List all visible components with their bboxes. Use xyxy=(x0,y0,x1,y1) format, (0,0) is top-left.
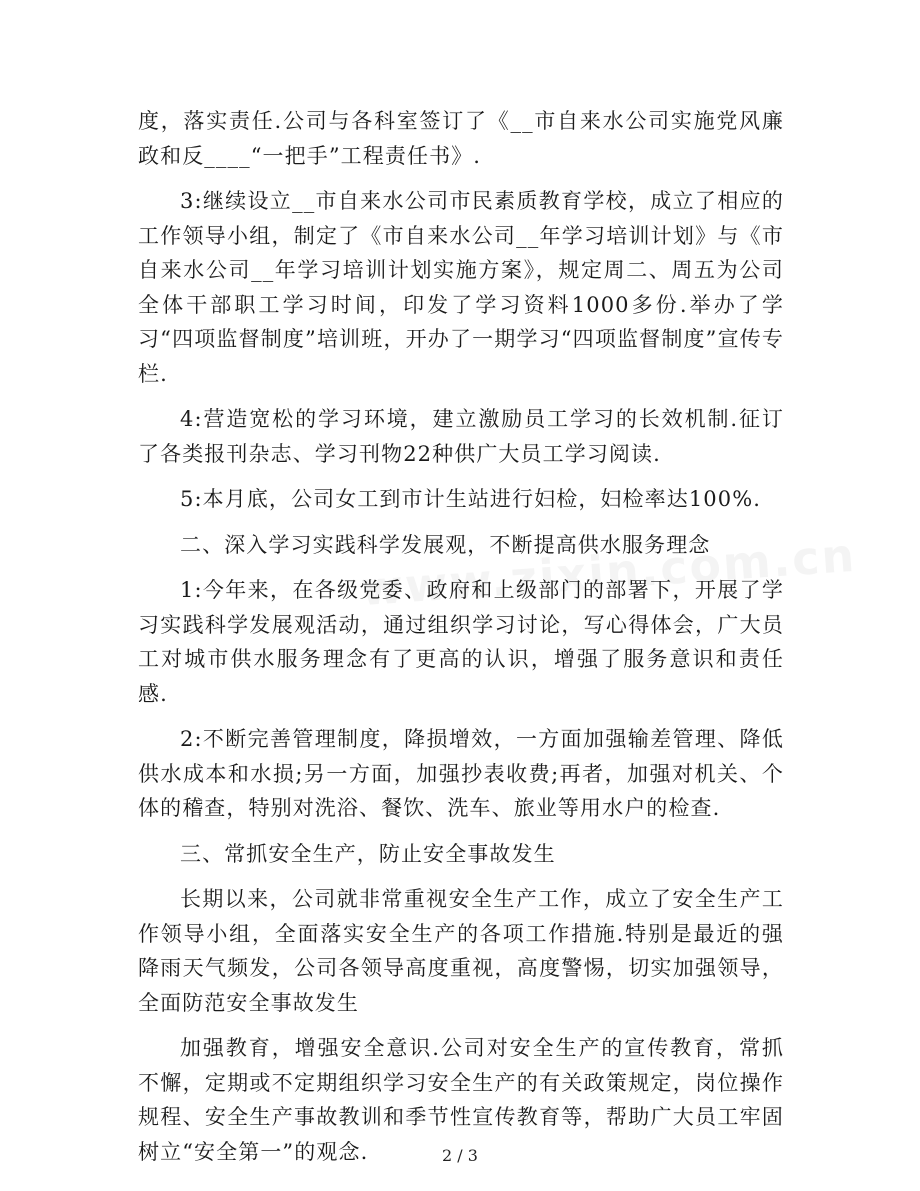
paragraph-5: 1:今年来，在各级党委、政府和上级部门的部署下，开展了学习实践科学发展观活动，通过组织学习讨论，写心得体会，广大员工对城市供水服务理念有了更高的认识，增强了服务意识和责任感. xyxy=(138,578,784,706)
page-number: 2 / 3 xyxy=(442,1146,478,1165)
paragraph-8: 加强教育，增强安全意识.公司对安全生产的宣传教育，常抓不懈，定期或不定期组织学习安全生产的有关政策规定，岗位操作规程、安全生产事故教训和季节性宣传教育等，帮助广大员工牢固树立“安全第一”的观念. xyxy=(138,1036,784,1164)
document-body xyxy=(138,104,784,1180)
section-heading-2: 二、深入学习实践科学发展观，不断提高供水服务理念 xyxy=(180,532,711,557)
paragraph-4: 5:本月底，公司女工到市计生站进行妇检，妇检率达100%. xyxy=(180,487,762,511)
section-heading-3: 三、常抓安全生产，防止安全事故发生 xyxy=(180,841,556,866)
paragraph-3: 4:营造宽松的学习环境，建立激励员工学习的长效机制.征订了各类报刊杂志、学习刊物22种供广大员工学习阅读. xyxy=(138,407,784,466)
paragraph-1: 度，落实责任.公司与各科室签订了《__市自来水公司实施党风廉政和反____“一把手”工程责任书》. xyxy=(138,109,784,168)
paragraph-2: 3:继续设立__市自来水公司市民素质教育学校，成立了相应的工作领导小组，制定了《市自来水公司__年学习培训计划》与《市自来水公司__年学习培训计划实施方案》，规定周二、周五为公司全体干部职工学习时间，印发了学习资料1000多份.举办了学习“四项监督制度”培训班，开办了一期学习“四项监督制度”宣传专栏. xyxy=(138,189,784,386)
paragraph-6: 2:不断完善管理制度，降损增效，一方面加强输差管理、降低供水成本和水损;另一方面，加强抄表收费;再者，加强对机关、个体的稽查，特别对洗浴、餐饮、洗车、旅业等用水户的检查. xyxy=(138,727,784,820)
paragraph-7: 长期以来，公司就非常重视安全生产工作，成立了安全生产工作领导小组，全面落实安全生产的各项工作措施.特别是最近的强降雨天气频发，公司各领导高度重视，高度警惕，切实加强领导，全面防范安全事故发生 xyxy=(138,887,784,1015)
